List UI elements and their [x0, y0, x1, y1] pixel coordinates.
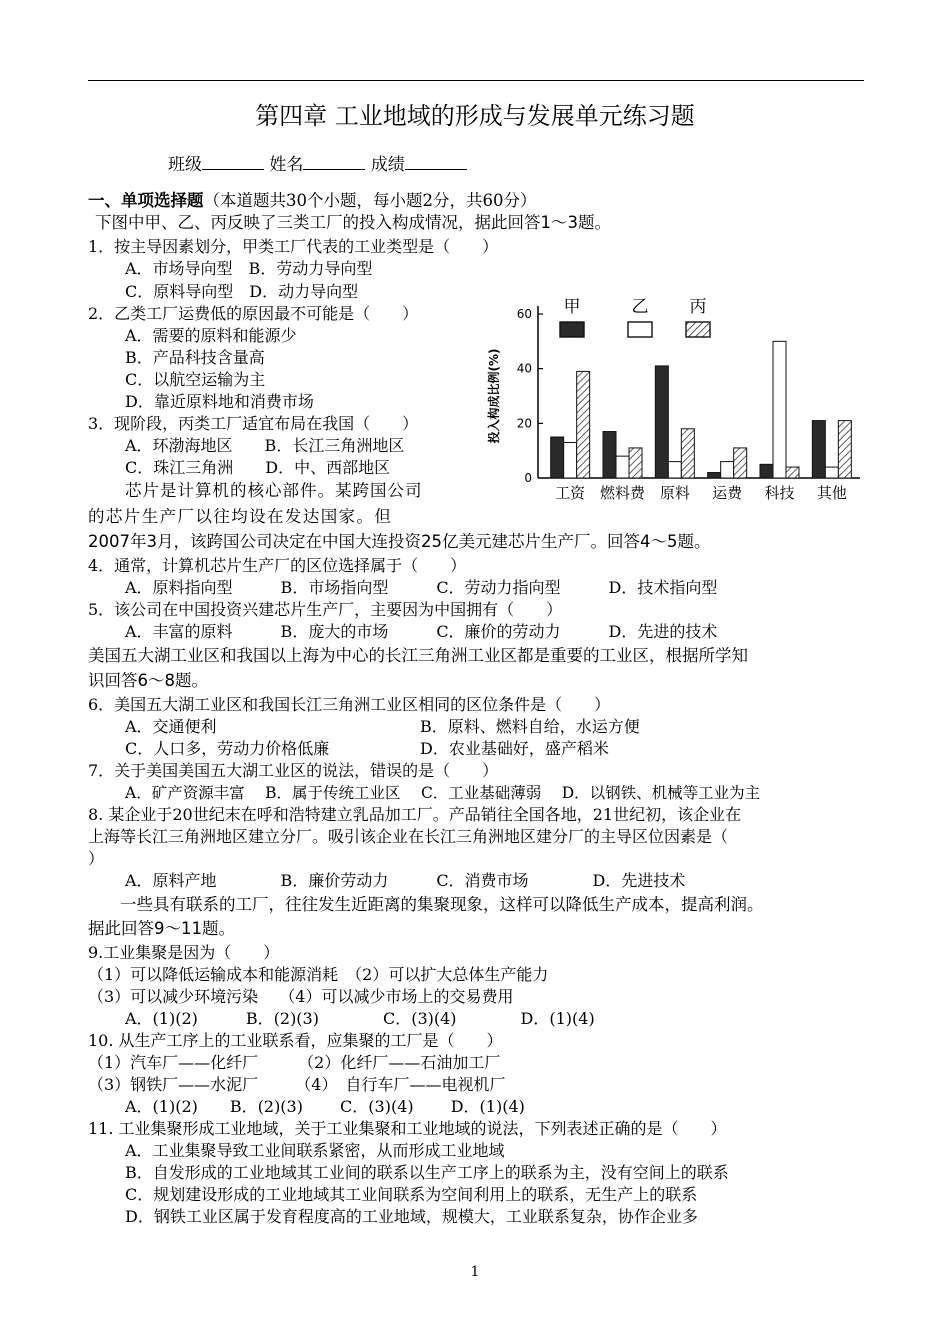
- header-rule: [88, 80, 864, 81]
- question-6: 6．美国五大湖工业区和我国长江三角洲工业区相同的区位条件是（ ）: [88, 695, 611, 714]
- question-4: 4．通常，计算机芯片生产厂的区位选择属于（ ）: [88, 556, 467, 575]
- class-blank[interactable]: [202, 153, 264, 170]
- q2-option-a: A．需要的原料和能源少: [125, 326, 297, 345]
- bar-甲-其他: [812, 421, 825, 478]
- bar-丙-科技: [786, 467, 799, 478]
- bar-丙-其他: [838, 421, 851, 478]
- q8-options: A．原料产地 B．廉价劳动力 C．消费市场 D．先进技术: [125, 871, 686, 890]
- q3-options-ab: A．环渤海地区 B．长江三角洲地区: [125, 436, 405, 455]
- bar-乙-科技: [773, 341, 786, 478]
- bar-乙-运费: [721, 462, 734, 478]
- page-number: 1: [470, 1264, 480, 1280]
- bar-甲-科技: [760, 464, 773, 478]
- q5-options: A．丰富的原料 B．庞大的市场 C．廉价的劳动力 D．先进的技术: [125, 622, 718, 641]
- q9-statement-1: （1）可以降低运输成本和能源消耗 （2）可以扩大总体生产能力: [88, 965, 549, 984]
- q1-options-ab: A．市场导向型 B．劳动力导向型: [125, 259, 373, 278]
- y-tick-label: 60: [516, 307, 532, 321]
- x-tick-label: 燃料费: [599, 484, 646, 502]
- y-tick-label: 40: [516, 361, 532, 376]
- x-tick-label: 运费: [712, 484, 743, 502]
- class-label: 班级: [168, 155, 202, 175]
- q6-option-c: C．人口多，劳动力价格低廉: [125, 739, 330, 758]
- bar-甲-工资: [551, 437, 564, 478]
- q2-option-c: C．以航空运输为主: [125, 370, 266, 389]
- name-blank[interactable]: [303, 153, 365, 170]
- bar-丙-原料: [681, 429, 694, 478]
- bar-丙-燃料费: [629, 448, 642, 478]
- page-title: 第四章 工业地域的形成与发展单元练习题: [255, 102, 695, 130]
- q11-option-a: A．工业集聚导致工业间联系紧密，从而形成工业地域: [125, 1141, 505, 1160]
- input-structure-chart: [478, 292, 863, 520]
- legend-label-甲: 甲: [563, 297, 581, 317]
- intro-9-11-line1: 一些具有联系的工厂，往往发生近距离的集聚现象，这样可以降低生产成本，提高利润。: [120, 895, 764, 914]
- x-tick-label: 科技: [764, 484, 795, 502]
- question-5: 5．该公司在中国投资兴建芯片生产厂，主要因为中国拥有（ ）: [88, 600, 563, 619]
- q2-option-d: D．靠近原料地和消费市场: [125, 392, 314, 411]
- intro-4-5-line1: 芯片是计算机的核心部件。某跨国公司: [125, 481, 423, 500]
- intro-1-3: 下图中甲、乙、丙反映了三类工厂的投入构成情况，据此回答1～3题。: [95, 213, 611, 232]
- score-label: 成绩: [370, 155, 405, 175]
- question-11: 11. 工业集聚形成工业地域，关于工业集聚和工业地域的说法，下列表述正确的是（ ）: [88, 1119, 727, 1138]
- q9-options: A．(1)(2) B．(2)(3) C．(3)(4) D．(1)(4): [125, 1009, 595, 1028]
- bar-乙-原料: [668, 462, 681, 478]
- bar-甲-燃料费: [603, 432, 616, 478]
- q10-options: A．(1)(2) B．(2)(3) C．(3)(4) D．(1)(4): [125, 1097, 525, 1116]
- question-8-line3: ）: [88, 849, 105, 868]
- legend-label-乙: 乙: [631, 297, 649, 317]
- legend-label-丙: 丙: [689, 297, 707, 317]
- y-axis-label: 投入构成比例(%): [487, 348, 501, 444]
- question-8-line1: 8. 某企业于20世纪末在呼和浩特建立乳品加工厂。产品销往全国各地，21世纪初，该企业在: [88, 805, 742, 824]
- section-heading: [88, 190, 537, 212]
- question-3: 3．现阶段，丙类工厂适宜布局在我国（ ）: [88, 414, 419, 433]
- intro-4-5-line2: 的芯片生产厂以往均设在发达国家。但: [88, 507, 393, 526]
- intro-9-11-line2: 据此回答9～11题。: [88, 919, 235, 938]
- question-8-line2: 上海等长江三角洲地区建立分厂。吸引该企业在长江三角洲地区建分厂的主导区位因素是（: [88, 827, 729, 846]
- q6-option-d: D．农业基础好，盛产稻米: [420, 739, 609, 758]
- bar-甲-运费: [708, 473, 721, 478]
- q3-options-cd: C．珠江三角洲 D．中、西部地区: [125, 458, 391, 477]
- section-note: （本道题共30个小题，每小题2分，共60分）: [203, 191, 537, 210]
- question-7: 7．关于美国美国五大湖工业区的说法，错误的是（ ）: [88, 761, 499, 780]
- q11-option-b: B．自发形成的工业地域其工业间的联系以生产工序上的联系为主，没有空间上的联系: [125, 1163, 729, 1182]
- q10-statement-2: （3）钢铁厂——水泥厂 （4） 自行车厂——电视机厂: [88, 1075, 506, 1094]
- question-10: 10. 从生产工序上的工业联系看，应集聚的工厂是（ ）: [88, 1031, 503, 1050]
- intro-4-5-line3: 2007年3月，该跨国公司决定在中国大连投资25亿美元建芯片生产厂。回答4～5题。: [88, 532, 711, 551]
- question-2: 2．乙类工厂运费低的原因最不可能是（ ）: [88, 304, 419, 323]
- intro-6-8-line2: 识回答6～8题。: [88, 671, 208, 690]
- bar-甲-原料: [655, 366, 668, 478]
- y-tick-label: 0: [524, 471, 532, 485]
- q11-option-c: C．规划建设形成的工业地域其工业间联系为空间利用上的联系，无生产上的联系: [125, 1185, 698, 1204]
- legend-swatch-甲: [560, 322, 584, 337]
- x-tick-label: 其他: [816, 484, 847, 502]
- bar-乙-燃料费: [616, 456, 629, 478]
- legend-swatch-丙: [686, 322, 710, 337]
- x-tick-label: 原料: [659, 484, 690, 502]
- bar-乙-其他: [825, 467, 838, 478]
- y-tick-label: 20: [516, 416, 532, 431]
- x-tick-label: 工资: [555, 484, 586, 502]
- name-label: 姓名: [269, 155, 304, 175]
- intro-6-8-line1: 美国五大湖工业区和我国以上海为中心的长江三角洲工业区都是重要的工业区，根据所学知: [88, 646, 748, 665]
- legend-swatch-乙: [628, 322, 652, 337]
- q4-options: A．原料指向型 B．市场指向型 C．劳动力指向型 D．技术指向型: [125, 578, 718, 597]
- q6-option-a: A．交通便利: [125, 717, 217, 736]
- question-1: 1．按主导因素划分，甲类工厂代表的工业类型是（ ）: [88, 237, 499, 256]
- q2-option-b: B．产品科技含量高: [125, 348, 265, 367]
- q7-options: A．矿产资源丰富 B．属于传统工业区 C．工业基础薄弱 D．以钢铁、机械等工业为主: [125, 784, 761, 802]
- q1-options-cd: C．原料导向型 D．动力导向型: [125, 282, 359, 301]
- bar-丙-运费: [734, 448, 747, 478]
- q6-option-b: B．原料、燃料自给，水运方便: [420, 717, 640, 736]
- section-title: 一、单项选择题: [88, 191, 204, 210]
- bar-丙-工资: [577, 371, 590, 478]
- question-9: 9.工业集聚是因为（ ）: [88, 943, 280, 962]
- q11-option-d: D．钢铁工业区属于发育程度高的工业地域，规模大，工业联系复杂，协作企业多: [125, 1207, 698, 1226]
- q9-statement-2: （3）可以减少环境污染 （4）可以减少市场上的交易费用: [88, 987, 514, 1006]
- score-blank[interactable]: [405, 153, 467, 170]
- q10-statement-1: （1）汽车厂——化纤厂 （2）化纤厂——石油加工厂: [88, 1053, 501, 1072]
- bar-乙-工资: [564, 442, 577, 478]
- student-info: [168, 150, 467, 175]
